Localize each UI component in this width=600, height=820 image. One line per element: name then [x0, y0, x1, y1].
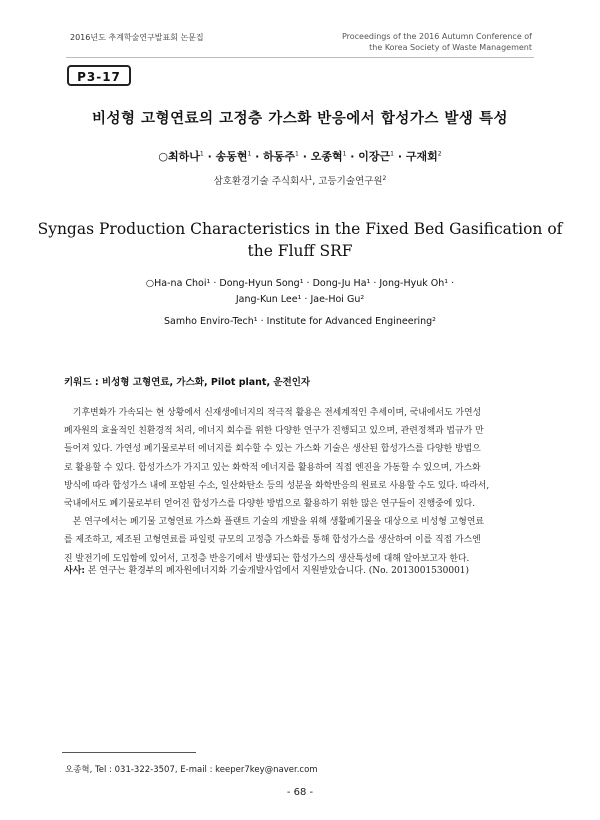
affiliations-korean: 삼호환경기술 주식회사$^1$, 고등기술연구원$^2$ — [213, 174, 387, 187]
affiliations-english: Samho Enviro-Tech¹ · Institute for Advanced Engineering² — [164, 316, 436, 327]
header-right-line1: Proceedings of the 2016 Autumn Conference of — [341, 32, 532, 41]
ack-label: 사사: — [64, 566, 85, 576]
body-line: 본 연구에서는 폐기물 고형연료 가스화 플랜트 기술의 개발을 위해 생활폐기물을 대상으로 비성형 고형연료 — [72, 517, 484, 528]
acknowledgement — [64, 563, 469, 576]
presenter-mark: ○ — [158, 150, 169, 163]
author-name: 이장근 — [358, 150, 391, 163]
body-line: 들어져 있다. 가연성 폐기물로부터 에너지를 회수할 수 있는 가스화 기술은 생산된 합성가스를 다양한 방법으 — [64, 444, 481, 455]
author-name: 송동현 — [215, 150, 248, 163]
authors-en-line1: ○Ha-na Choi¹ · Dong-Hyun Song¹ · Dong-Ju Ha¹ · Jong-Hyuk Oh¹ · — [145, 278, 455, 289]
title-en-line2: the Fluff SRF — [247, 242, 353, 260]
title-en-line1: Syngas Production Characteristics in the Fixed Bed Gasification of — [37, 220, 563, 238]
paper-title-korean: 비성형 고형연료의 고정층 가스화 반응에서 합성가스 발생 특성 — [91, 111, 509, 127]
running-header-right — [342, 31, 532, 53]
authors-english — [0, 276, 600, 308]
header-divider — [66, 57, 534, 58]
page-number: - 68 - — [286, 787, 314, 798]
body-line: 로 활용할 수 있다. 합성가스가 가지고 있는 화학적 에너지를 활용하여 직접 엔진을 가동할 수 있으며, 가스화 — [64, 462, 481, 473]
affiliation-2: 고등기술연구원 — [318, 176, 383, 187]
paper-code-badge: P3-17 — [67, 65, 131, 86]
body-line: 폐자원의 효율적인 친환경적 처리, 에너지 회수를 위한 다양한 연구가 진행되고 있으며, 관련정책과 법규가 만 — [64, 426, 484, 437]
body-line: 국내에서도 폐기물로부터 얻어진 합성가스를 다양한 방법으로 활용하기 위한 많은 연구들이 진행중에 있다. — [64, 499, 476, 510]
body-line: 를 제조하고, 제조된 고형연료를 파일럿 규모의 고정층 가스화를 통해 합성가스를 생산하여 이를 직접 가스엔 — [64, 535, 481, 546]
body-line: 방식에 따라 합성가스 내에 포함된 수소, 일산화탄소 등의 성분을 화학반응의 원료로 사용할 수도 있다. 따라서, — [64, 480, 490, 491]
author-name: 하동주 — [263, 150, 296, 163]
affiliation-1: 삼호환경기술 주식회사 — [213, 176, 309, 187]
authors-en-line2: Jang-Kun Lee¹ · Jae-Hoi Gu² — [235, 294, 365, 305]
author-name: 구재회 — [405, 150, 438, 163]
author-name: 오종혁 — [310, 150, 343, 163]
keywords: 키워드 : 비성형 고형연료, 가스화, Pilot plant, 운전인자 — [64, 377, 311, 388]
header-right-line2: the Korea Society of Waste Management — [369, 43, 532, 52]
footnote-divider — [62, 752, 196, 753]
abstract-body — [64, 404, 538, 568]
authors-korean: ○최하나$^1$ · 송동현$^1$ · 하동주$^1$ · 오종혁$^1$ · 이장근$^1$ · 구재회$^2$ — [158, 150, 442, 163]
corresponding-author-footnote: 오종혁, Tel : 031-322-3507, E-mail : keeper7key@naver.com — [65, 765, 318, 775]
author-name: 최하나 — [168, 150, 200, 163]
body-line: 진 발전기에 도입함에 있어서, 고정층 반응기에서 발생되는 합성가스의 생산특성에 대해 알아보고자 한다. — [64, 553, 470, 564]
body-line: 기후변화가 가속되는 현 상황에서 신재생에너지의 적극적 활용은 전세계적인 추세이며, 국내에서도 가연성 — [72, 408, 482, 418]
paper-title-english — [0, 218, 600, 262]
running-header-left: 2016년도 추계학술연구발표회 논문집 — [70, 33, 204, 42]
ack-text: 본 연구는 환경부의 폐자원에너지화 기술개발사업에서 지원받았습니다. (No. 2013001530001) — [87, 566, 470, 576]
